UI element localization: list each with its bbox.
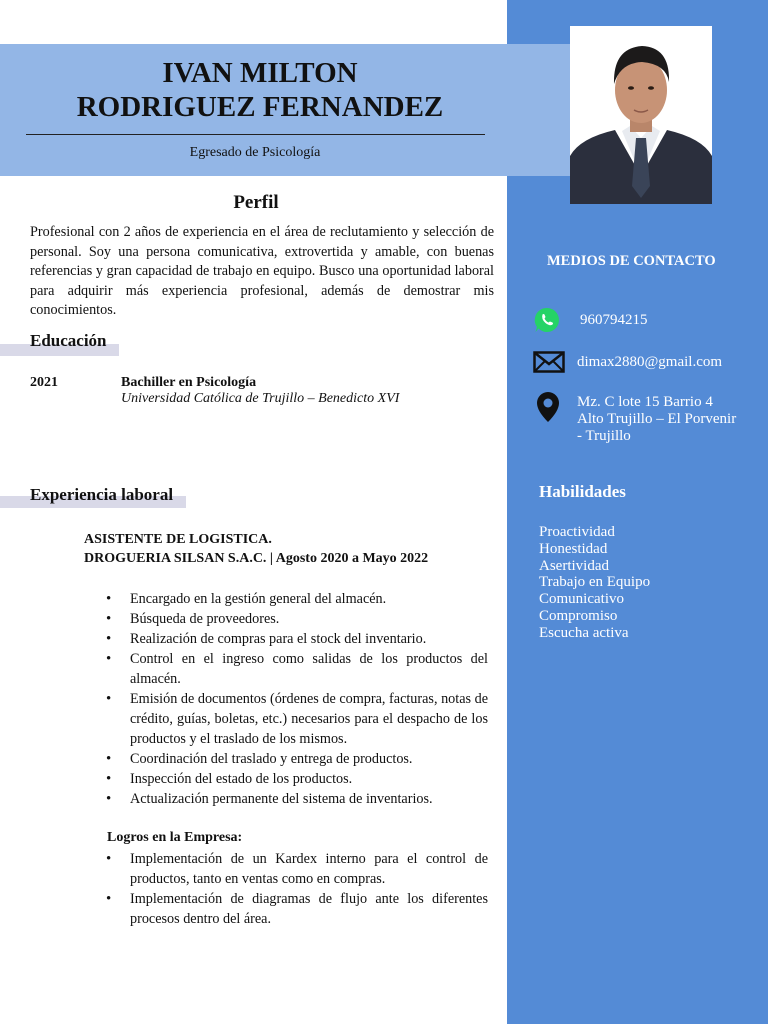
list-item: Trabajo en Equipo <box>539 574 651 591</box>
skills-list <box>539 524 650 642</box>
educacion-heading: Educación <box>30 331 107 350</box>
contact-heading: MEDIOS DE CONTACTO <box>547 253 716 269</box>
phone-number: 960794215 <box>580 312 648 328</box>
list-item: • Implementación de diagramas de flujo ante los diferentes procesos dentro del área. <box>106 889 488 929</box>
list-item: Escucha activa <box>539 624 629 641</box>
name-line-1: IVAN MILTON <box>162 57 358 89</box>
list-item: • Búsqueda de proveedores. <box>106 609 488 629</box>
list-item: Compromiso <box>539 607 618 624</box>
logros-list <box>106 849 488 929</box>
list-item: • Realización de compras para el stock del inventario. <box>106 629 488 649</box>
list-item: Asertividad <box>539 557 609 574</box>
whatsapp-icon <box>533 306 561 334</box>
location-pin-icon <box>536 391 560 423</box>
perfil-text: Profesional con 2 años de experiencia en el área de reclutamiento y selección de personal. Soy una persona comunicativa, extrovertida y amable, con buenas referencias y gran capacidad de trabajo en equipo. Busco una oportunidad laboral para adquirir más experiencia profesional, además de demostrar mis conocimientos. <box>30 224 494 318</box>
task-list <box>106 589 488 809</box>
list-item: • Control en el ingreso como salidas de los productos del almacén. <box>106 649 488 689</box>
skills-heading: Habilidades <box>539 482 626 501</box>
educacion-degree: Bachiller en Psicología <box>121 375 257 390</box>
list-item: Honestidad <box>539 540 608 557</box>
address <box>577 394 757 445</box>
profile-photo <box>570 26 712 204</box>
address-line: Mz. C lote 15 Barrio 4 <box>577 394 713 410</box>
address-line: Alto Trujillo – El Porvenir <box>577 411 737 427</box>
perfil-heading: Perfil <box>233 192 279 213</box>
subtitle: Egresado de Psicología <box>189 145 321 160</box>
email-address: dimax2880@gmail.com <box>577 354 723 370</box>
list-item: • Coordinación del traslado y entrega de productos. <box>106 749 488 769</box>
name-divider <box>26 134 485 135</box>
mail-icon <box>533 351 565 373</box>
address-line: - Trujillo <box>577 428 631 444</box>
educacion-school: Universidad Católica de Trujillo – Benedicto XVI <box>121 391 400 406</box>
logros-heading: Logros en la Empresa: <box>107 830 243 845</box>
job-company-period: DROGUERIA SILSAN S.A.C. | Agosto 2020 a Mayo 2022 <box>84 551 429 566</box>
list-item: • Inspección del estado de los productos. <box>106 769 488 789</box>
name-line-2: RODRIGUEZ FERNANDEZ <box>76 91 444 123</box>
job-title: ASISTENTE DE LOGISTICA. <box>84 532 272 547</box>
list-item: • Actualización permanente del sistema de inventarios. <box>106 789 488 809</box>
list-item: Proactividad <box>539 524 615 540</box>
educacion-year: 2021 <box>30 375 58 390</box>
list-item: • Emisión de documentos (órdenes de compra, facturas, notas de crédito, guías, boletas, etc.) necesarios para el despacho de los productos y el traslado de los mismos. <box>106 689 488 749</box>
list-item: • Encargado en la gestión general del almacén. <box>106 589 488 609</box>
experiencia-heading: Experiencia laboral <box>30 485 174 504</box>
list-item: Comunicativo <box>539 591 624 608</box>
list-item: • Implementación de un Kardex interno para el control de productos, tanto en ventas como en compras. <box>106 849 488 889</box>
